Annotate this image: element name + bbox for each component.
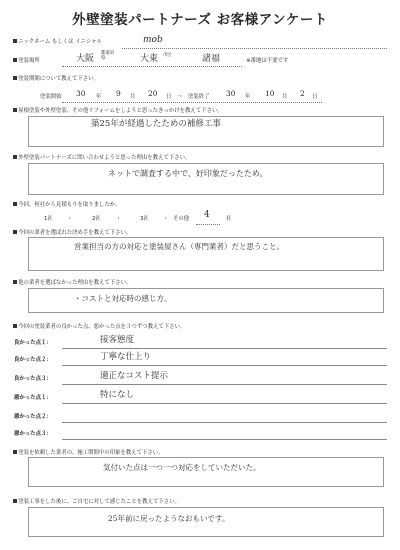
bad-point-1-answer: 特になし [100,390,135,400]
bullet-square-icon [13,450,17,454]
option-separator: ・ [116,216,122,222]
trigger-answer-box [28,116,384,147]
location-pref-answer: 大阪 [76,54,95,64]
bullet-square-icon [13,39,17,43]
impression-answer: 気付いた点は一つ一つ対応をしていただいた。 [103,463,261,472]
quotes-label: 今回、何社から見積もりを取りましたか。 [13,202,121,209]
bullet-square-icon [13,230,17,234]
bullet-square-icon [13,324,17,328]
period-end-label: 塗装終了 [188,94,210,100]
location-pref-label: 都道府県 [101,51,115,61]
good-point-1-answer: 接客態度 [100,335,135,345]
bullet-square-icon [13,280,17,284]
others-answer: ・コストと対応時の感じ方。 [74,294,172,303]
bullet-square-icon [13,76,17,80]
trigger-label: 屋根塗装や外壁塗装、その他リフォームをしようと思ったきっかけを教えて下さい。 [13,108,223,115]
impression-answer-box [28,457,384,487]
trigger-answer: 築25年が経過したための補修工事 [91,119,221,129]
quotes-answer-underline [196,224,220,225]
option-separator: ・ [163,216,169,222]
location-city-answer: 大東 [140,54,159,64]
year-unit: 年 [245,94,251,100]
good-point-3-answer: 適正なコスト提示 [100,371,169,381]
period-underline [62,102,322,103]
bullet-square-icon [13,108,17,112]
option-separator: ・ [67,216,73,222]
quotes-option-1: 1社 [44,216,53,222]
good-point-2-label: 良かった点２： [14,357,52,363]
bullet-square-icon [13,58,17,62]
year-unit: 年 [96,94,102,100]
decision-label: 今回の業者を選ばれた決め手を教えて下さい。 [13,230,131,237]
period-end-day: 2 [300,89,305,98]
period-start-month: 9 [116,89,121,98]
form-title: 外壁塗装パートナーズ お客様アンケート [72,12,328,28]
after-answer: 25年前に戻ったようなおもいです。 [108,514,230,523]
reason-answer-box [28,163,384,195]
good-point-2-answer: 丁寧な仕上り [100,352,152,362]
quotes-answer: 4 [204,210,210,220]
location-note: ※番地は不要です [246,58,289,64]
after-label: 塗装工事をした後に、ご自宅に対して感じたことを教えて下さい。 [13,499,180,506]
bullet-square-icon [13,155,17,159]
bad-point-1-label: 悪かった点１： [14,395,52,401]
nickname-label: ニックネーム もしくは イニシャル [13,39,102,46]
period-end-month: 10 [265,89,275,98]
impression-label: 塗装を依頼した業者の、施工期間中の印象を教えて下さい。 [13,450,164,457]
after-answer-box [28,507,384,537]
good-point-2-line [62,365,387,366]
bad-point-1-line [62,403,387,404]
period-label: 塗装期間について教えて下さい。 [13,76,99,83]
day-unit: 日 [312,94,318,100]
bad-point-2-label: 悪かった点２： [14,414,52,420]
range-separator: 〜 [177,94,183,100]
bullet-square-icon [13,202,17,206]
location-label: 塗装場所 [13,58,40,65]
others-answer-box [28,288,384,313]
period-start-label: 塗装開始 [40,94,62,100]
reason-label: 外壁塗装パートナーズに問い合わせようと思った理由を教えて下さい。 [13,155,190,162]
period-start-year: 30 [76,89,86,98]
nickname-underline [122,48,387,49]
nickname-answer: mob [143,35,163,45]
quotes-option-2: 2社 [92,216,101,222]
quotes-option-3: 3社 [140,216,149,222]
month-unit: 月 [130,94,136,100]
bad-point-2-line [62,422,387,423]
location-town-answer: 諸福 [202,54,221,64]
location-underline [62,66,242,67]
bullet-square-icon [13,499,17,503]
quotes-unit: 社 [226,216,232,222]
location-city-label: 市区 [163,53,172,58]
good-point-1-label: 良かった点１： [14,340,52,346]
good-point-1-line [62,348,387,349]
period-end-year: 30 [226,89,236,98]
bad-point-3-label: 悪かった点３： [14,431,52,437]
period-start-day: 20 [148,89,158,98]
good-point-3-label: 良かった点３： [14,376,52,382]
month-unit: 月 [282,94,288,100]
decision-answer: 営業担当の方の対応と塗装屋さん（専門業者）だと思うこと。 [74,242,284,251]
day-unit: 日 [166,94,172,100]
others-label: 他の業者を選ばなかった理由を教えて下さい。 [13,280,131,287]
bad-point-3-line [62,439,387,440]
decision-answer-box [28,237,384,271]
quotes-option-other: その他 [173,216,190,222]
goodbad-label: 今回の塗装業者の良かった点、悪かった点を３つずつ教えて下さい。 [13,324,185,331]
good-point-3-line [62,384,387,385]
reason-answer: ネットで調査する中で、好印象だったため。 [108,169,268,178]
